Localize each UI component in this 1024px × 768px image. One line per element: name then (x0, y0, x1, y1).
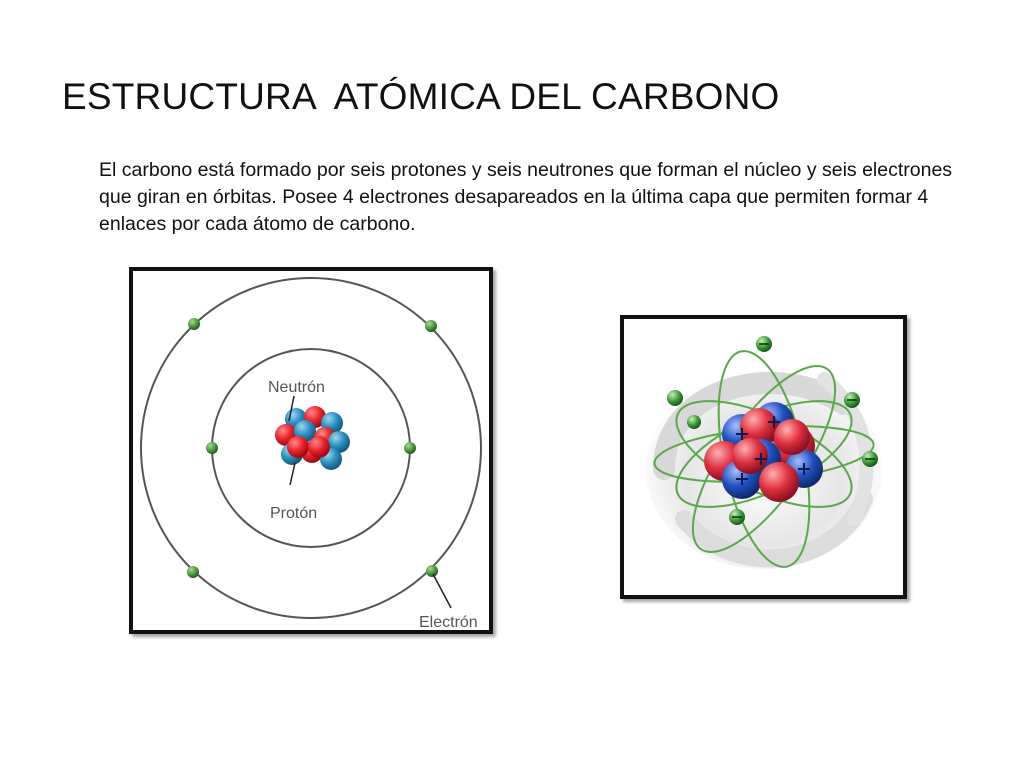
electron-pointer (433, 574, 451, 608)
electron-inner-left (206, 442, 218, 454)
proton-label: Protón (270, 505, 318, 522)
atom-3d-illustration (620, 315, 907, 599)
nucleus (275, 406, 350, 470)
electron-outer-top-left (188, 318, 200, 330)
atom-3d-svg (624, 319, 903, 595)
electron-label: Electrón (419, 614, 478, 630)
electron-inner-right (404, 442, 416, 454)
electron-outer-top-right (425, 320, 437, 332)
bohr-model-diagram (129, 267, 493, 634)
slide-description: El carbono está formado por seis protones y seis neutrones que forman el núcleo y seis electrones que giran en órbitas. Posee 4 electrones desapareados en la última capa que permiten formar 4 enlaces por cada átomo de carbono. (99, 159, 953, 235)
slide-title: ESTRUCTURA ATÓMICA DEL CARBONO (62, 76, 780, 117)
electron-outer-bottom-right (426, 565, 438, 577)
neutron-label: Neutrón (268, 379, 325, 396)
bohr-model-svg (133, 271, 489, 630)
electron-outer-bottom-left (187, 566, 199, 578)
proton-pointer (290, 463, 295, 485)
